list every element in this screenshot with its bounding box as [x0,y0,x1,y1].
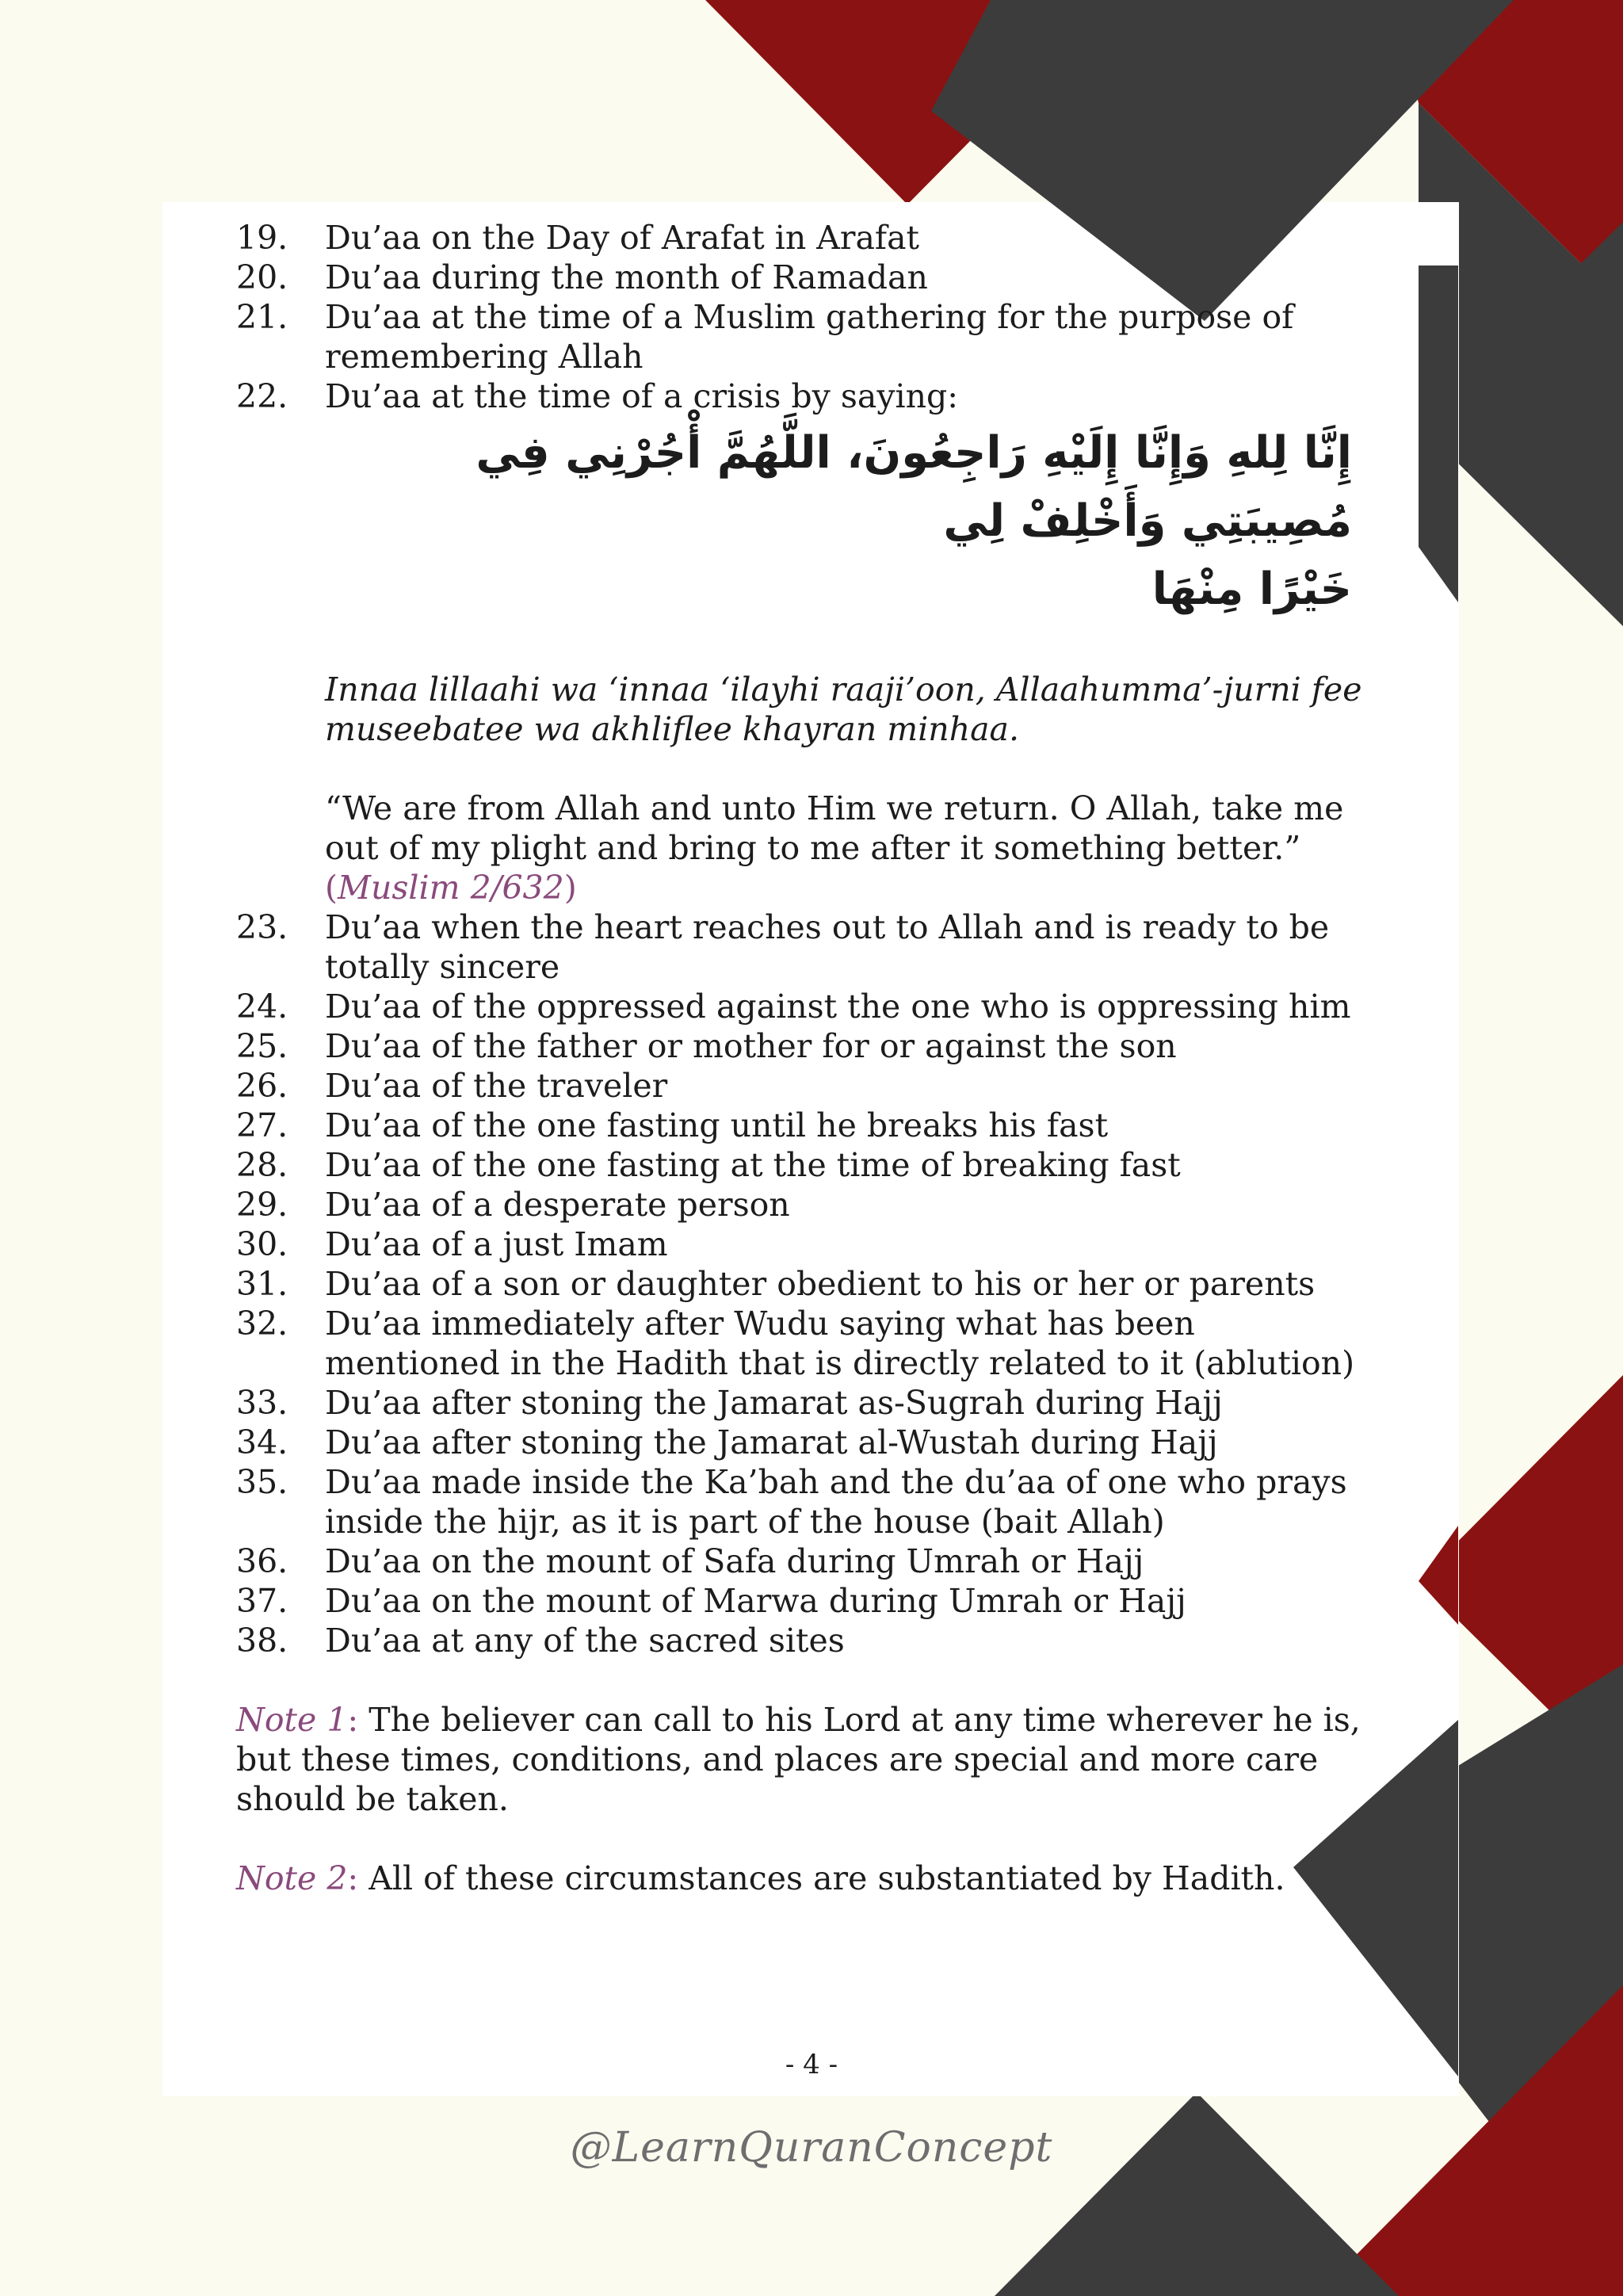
item-number: 23. [236,908,288,946]
list-item [236,1423,1377,1462]
page-number: - 4 - [785,2049,838,2080]
note-2 [236,1859,1377,1898]
item-text: Du’aa when the heart reaches out to Allah and is ready to be totally sincere [325,908,1330,986]
item-text: Du’aa on the mount of Safa during Umrah or Hajj [325,1542,1144,1580]
arabic-line: خَيْرًا مِنْهَا [1151,563,1352,615]
list-item [236,1462,1377,1541]
item-number: 32. [236,1305,288,1343]
item-number: 28. [236,1146,288,1184]
ref-text: Muslim 2/632 [338,869,564,907]
item-number: 37. [236,1582,288,1620]
note-text: The believer can call to his Lord at any time wherever he is, but these times, conditions, and places are special and more care should be taken. [236,1701,1361,1818]
item-text: Du’aa of a just Imam [325,1225,668,1263]
ref-close: ) [563,869,577,907]
item-number: 26. [236,1067,288,1105]
item-text: Du’aa after stoning the Jamarat al-Wustah during Hajj [325,1423,1218,1461]
list-item [236,1145,1377,1185]
note-text: All of these circumstances are substantiated by Hadith. [358,1859,1285,1897]
note-label: Note 1 [236,1701,348,1739]
list-item [236,1304,1377,1383]
item-number: 27. [236,1106,288,1144]
list-item [236,1621,1377,1660]
list-item [236,907,1377,987]
item-number: 19. [236,219,288,257]
list-item [236,1066,1377,1106]
item-number: 30. [236,1225,288,1263]
list-item [236,1224,1377,1264]
list-item [236,1185,1377,1224]
note-1 [236,1700,1377,1819]
arabic-line: إِنَّا لِلهِ وَإِنَّا إِلَيْهِ رَاجِعُونَ، اللَّهُمَّ أْجُرْنِي فِي مُصِيبَتِي وَأَخْلِفْ لِي [475,427,1352,547]
transliteration: Innaa lillaahi wa ‘innaa ‘ilayhi raaji’oon, Allaahumma’-jurni fee museebatee wa akhliflee khayran minhaa. [325,670,1362,748]
item-text: Du’aa immediately after Wudu saying what has been mentioned in the Hadith that is directly related to it (ablution) [325,1305,1355,1382]
item-number: 34. [236,1423,288,1461]
item-text: Du’aa of the one fasting at the time of breaking fast [325,1146,1181,1184]
list-item [236,1541,1377,1581]
item-text: Du’aa of a desperate person [325,1186,790,1224]
item-number: 22. [236,377,288,415]
item-text: Du’aa during the month of Ramadan [325,258,928,296]
item-text: Du’aa on the mount of Marwa during Umrah or Hajj [325,1582,1186,1620]
item-number: 20. [236,258,288,296]
note-separator: : [347,1859,359,1897]
item-text: Du’aa of the one fasting until he breaks his fast [325,1106,1109,1144]
item-text: Du’aa at any of the sacred sites [325,1622,845,1660]
list-item [236,1264,1377,1304]
item-number: 24. [236,988,288,1026]
item-text: Du’aa at the time of a crisis by saying: [325,377,959,415]
item-text: Du’aa of the father or mother for or against the son [325,1027,1177,1065]
item-text: Du’aa at the time of a Muslim gathering for the purpose of remembering Allah [325,298,1294,376]
item-text: Du’aa made inside the Ka’bah and the du’aa of one who prays inside the hijr, as it is part of the house (bait Allah) [325,1463,1347,1541]
note-separator: : [347,1701,359,1739]
item-text: Du’aa on the Day of Arafat in Arafat [325,219,920,257]
item-text: Du’aa after stoning the Jamarat as-Sugrah during Hajj [325,1384,1223,1422]
item-text: Du’aa of the oppressed against the one who is oppressing him [325,988,1351,1026]
translation-text: “We are from Allah and unto Him we return. O Allah, take me out of my plight and bring to me after it something better.” [325,789,1344,867]
list-item [236,1026,1377,1066]
item-number: 33. [236,1384,288,1422]
ref-open: ( [325,869,338,907]
translation [325,789,1377,907]
list-item [236,258,1377,297]
item-number: 21. [236,298,288,336]
item-number: 25. [236,1027,288,1065]
list-item [236,297,1377,376]
item-text: Du’aa of the traveler [325,1067,668,1105]
list-item [236,376,1377,416]
item-number: 31. [236,1265,288,1303]
list-item [236,1106,1377,1145]
hadith-reference [325,869,577,907]
list-item [236,218,1377,258]
list-item [236,987,1377,1026]
list-item [236,1581,1377,1621]
list-item [236,1383,1377,1423]
item-number: 35. [236,1463,288,1501]
watermark: @LearnQuranConcept [570,2124,1053,2172]
item-text: Du’aa of a son or daughter obedient to his or her or parents [325,1265,1316,1303]
item-number: 29. [236,1186,288,1224]
document-body [236,218,1377,1898]
note-label: Note 2 [236,1859,348,1897]
right-gray-overlap [1419,266,1458,602]
item-number: 36. [236,1542,288,1580]
arabic-dua [325,416,1377,624]
item-number: 38. [236,1622,288,1660]
right-red-overlap [1419,1526,1458,1625]
